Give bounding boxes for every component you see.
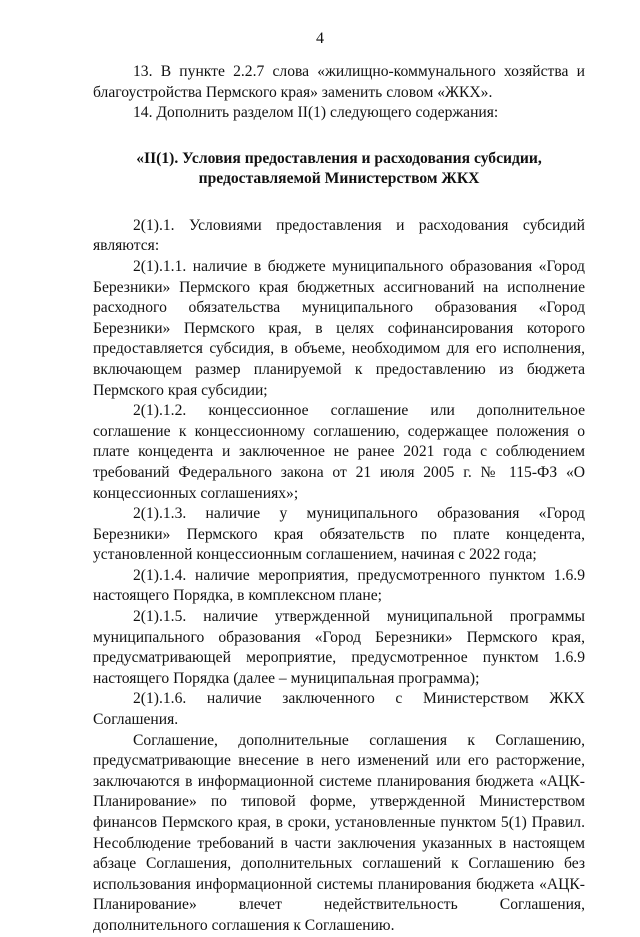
section-heading-line-1: «II(1). Условия предоставления и расходования субсидии, bbox=[136, 149, 542, 167]
paragraph-item-13: 13. В пункте 2.2.7 слова «жилищно-коммунального хозяйства и благоустройства Пермского края» заменить словом «ЖКХ». bbox=[93, 63, 585, 101]
paragraph-2-1-1-5: 2(1).1.5. наличие утвержденной муниципальной программы муниципального образования «Город Березники» Пермского края, предусматривающей мероприятие, предусмотренное пунктом 1.6.9 настоящего Порядка (далее – муниципальная программа); bbox=[93, 608, 585, 687]
paragraph-2-1-1-3: 2(1).1.3. наличие у муниципального образования «Город Березники» Пермского края обязательств по плате концедента, установленной концессионным соглашением, начиная с 2022 года; bbox=[93, 505, 585, 564]
paragraph-2-1-1-1: 2(1).1.1. наличие в бюджете муниципального образования «Город Березники» Пермского края бюджетных ассигнований на исполнение расходного обязательства муниципального образования «Город Березники» Пермского края, в целях софинансирования которого предоставляется субсидия, в объеме, необходимом для его исполнения, включающем размер планируемой к предоставлению из бюджета Пермского края субсидии; bbox=[93, 257, 585, 399]
section-heading-line-2: предоставляемой Министерством ЖКХ bbox=[198, 169, 480, 187]
paragraph-item-14: 14. Дополнить разделом II(1) следующего содержания: bbox=[133, 104, 499, 122]
paragraph-2-1-1-2: 2(1).1.2. концессионное соглашение или дополнительное соглашение к концессионному соглашению, содержащее положения о плате концедента и заключенное не ранее 2021 года с соблюдением требований Федерального закона от 21 июля 2005 г. № 115-ФЗ «О концессионных соглашениях»; bbox=[93, 402, 585, 502]
paragraph-2-1-1-6: 2(1).1.6. наличие заключенного с Министерством ЖКХ Соглашения. bbox=[93, 690, 585, 729]
section-heading bbox=[93, 149, 585, 189]
paragraph-2-1-1: 2(1).1. Условиями предоставления и расходования субсидий являются: bbox=[93, 216, 585, 255]
paragraph-2-1-1-4: 2(1).1.4. наличие мероприятия, предусмотренного пунктом 1.6.9 настоящего Порядка, в комплексном плане; bbox=[93, 566, 585, 605]
paragraph-agreement: Соглашение, дополнительные соглашения к Соглашению, предусматривающие внесение в него изменений или его расторжение, заключаются в информационной системе планирования бюджета «АЦК-Планирование» по типовой форме, утвержденной Министерством финансов Пермского края, в сроки, установленные пунктом 5(1) Правил. Несоблюдение требований в части заключения указанных в настоящем абзаце Соглашения, дополнительных соглашений к Соглашению без использования информационной системы планирования бюджета «АЦК-Планирование» влечет недействительность Соглашения, дополнительного соглашения к Соглашению. bbox=[93, 731, 585, 934]
document-body bbox=[93, 62, 585, 937]
page-number: 4 bbox=[316, 30, 324, 47]
